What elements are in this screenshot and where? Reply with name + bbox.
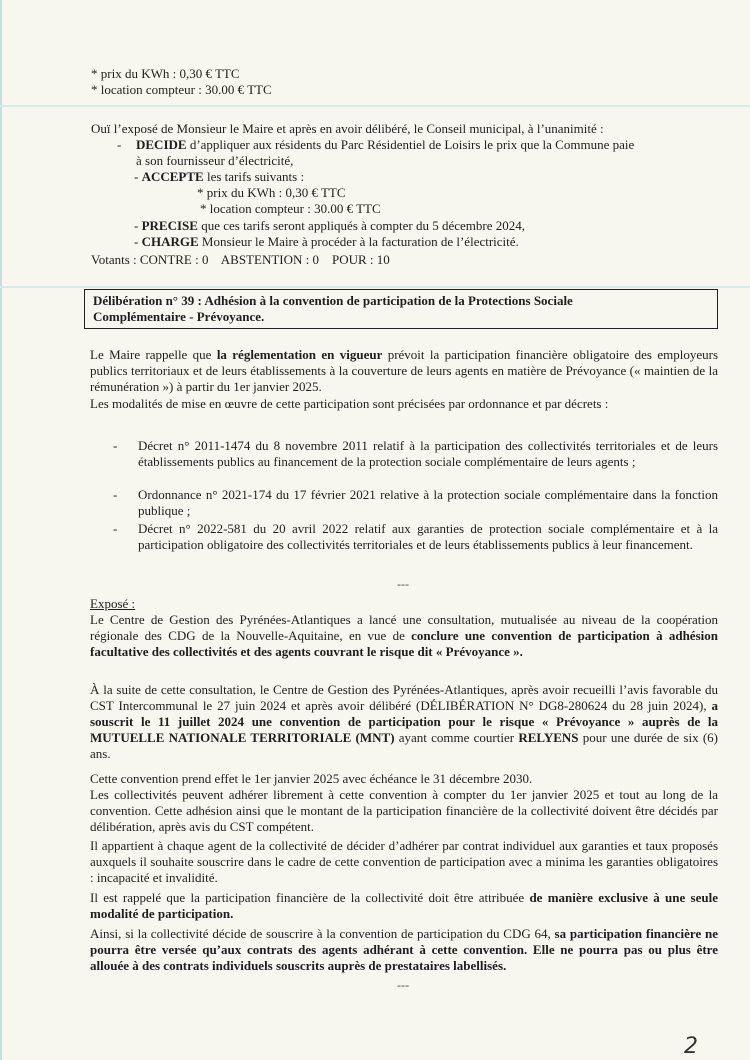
decision-intro: Ouï l’exposé de Monsieur le Maire et après en avoir délibéré, le Conseil municipal, à l’unanimité :	[91, 121, 604, 136]
accepte-keyword: ACCEPTE	[141, 169, 204, 184]
expose-p2-bold: a souscrit le 11 juillet 2024 une convention de participation pour le risque « Prévoyance » auprès de la MUTUELLE NATIONALE TERRITORIALE (MNT)	[90, 698, 718, 745]
accepte-text: les tarifs suivants :	[203, 169, 305, 184]
tarif-kwh: * prix du KWh : 0,30 € TTC	[197, 185, 346, 200]
separator: ---	[397, 978, 409, 992]
decide-line	[136, 137, 634, 153]
expose-p1-bold: conclure une convention de participation à adhésion facultative des collectivités et des agents couvrant le risque dit « Prévoyance ».	[90, 628, 718, 659]
separator: ---	[397, 577, 409, 591]
charge-text: Monsieur le Maire à procéder à la facturation de l’électricité.	[198, 234, 519, 249]
expose-paragraph-7: Ainsi, si la collectivité décide de souscrire à la convention de participation du CDG 64, sa participation financière ne pourra être versée qu’aux contrats des agents adhérant à cette convention. Elle ne pourra pas ou plus être allouée à des contrats individuels souscrits auprès de prestataires labellisés.	[90, 926, 718, 973]
tarif-compteur: * location compteur : 30.00 € TTC	[200, 201, 381, 216]
expose-heading: Exposé :	[90, 596, 136, 611]
list-dash: -	[113, 438, 118, 453]
expose-p6-bold: de manière exclusive à une seule modalité de participation.	[90, 890, 718, 921]
expose-paragraph-2: À la suite de cette consultation, le Centre de Gestion des Pyrénées-Atlantiques, après avoir recueilli l’avis favorable du CST Intercommunal le 27 juin 2024 et après avoir délibéré (DÉLIBÉRATION N° DG8-280624 du 28 juin 2024), a souscrit le 11 juillet 2024 une convention de participation pour le risque « Prévoyance » auprès de la MUTUELLE NATIONALE TERRITORIALE (MNT) ayant comme courtier RELYENS pour une durée de six (6) ans.	[90, 682, 718, 761]
list-dash: -	[113, 487, 118, 502]
expose-paragraph-3: Cette convention prend effet le 1er janvier 2025 avec échéance le 31 décembre 2030.	[90, 771, 533, 786]
deliberation-title-box	[84, 289, 718, 329]
decide-line-2: à son fournisseur d’électricité,	[136, 153, 294, 168]
precise-line: - PRECISE que ces tarifs seront appliqués à compter du 5 décembre 2024,	[134, 218, 526, 233]
intro-paragraph: Le Maire rappelle que la réglementation en vigueur prévoit la participation financière obligatoire des employeurs publics territoriaux et de leurs établissements à la couverture de leurs agents en matière de Prévoyance (« maintien de la rémunération ») à partir du 1er janvier 2025.	[90, 347, 718, 394]
scan-artifact-line	[0, 286, 750, 288]
intro-bold: la réglementation en vigueur	[216, 347, 383, 362]
top-item-kwh: * prix du KWh : 0,30 € TTC	[91, 66, 240, 81]
expose-paragraph-4: Les collectivités peuvent adhérer librement à cette convention à compter du 1er janvier 2025 et tout au long de la convention. Cette adhésion ainsi que le montant de la participation financière de la collectivité doivent être décidés par délibération, après avis du CST compétent.	[90, 787, 718, 834]
expose-paragraph-5: Il appartient à chaque agent de la collectivité de décider d’adhérer par contrat individuel aux garanties et taux proposés auxquels il souhaite souscrire dans le cadre de cette convention de participation avec a minima les garanties obligatoires : incapacité et invalidité.	[90, 838, 718, 885]
list-item-decret-2022: Décret n° 2022-581 du 20 avril 2022 relatif aux garanties de protection sociale complémentaire et à la participation obligatoire des collectivités territoriales et de leurs établissements publics à leur financement.	[138, 521, 718, 552]
expose-paragraph-1: Le Centre de Gestion des Pyrénées-Atlantiques a lancé une consultation, mutualisée au niveau de la coopération régionale des CDG de la Nouvelle-Aquitaine, en vue de conclure une convention de participation à adhésion facultative des collectivités et des agents couvrant le risque dit « Prévoyance ».	[90, 612, 718, 659]
accepte-line: - ACCEPTE les tarifs suivants :	[134, 169, 305, 184]
scan-edge	[0, 0, 2, 1060]
votes-line: Votants : CONTRE : 0 ABSTENTION : 0 POUR : 10	[91, 252, 390, 267]
decide-keyword: DECIDE	[136, 137, 187, 152]
deliberation-title-line2: Complémentaire - Prévoyance.	[93, 309, 265, 324]
charge-keyword: CHARGE	[141, 234, 199, 249]
charge-line: - CHARGE Monsieur le Maire à procéder à la facturation de l’électricité.	[134, 234, 519, 249]
courtier-name: RELYENS	[518, 730, 579, 745]
expose-p7-bold: sa participation financière ne pourra être versée qu’aux contrats des agents adhérant à cette convention. Elle ne pourra pas ou plus être allouée à des contrats individuels souscrits auprès de prestataires labellisés.	[90, 926, 718, 973]
list-item-decret-2011: Décret n° 2011-1474 du 8 novembre 2011 relatif à la participation des collectivités territoriales et de leurs établissements publics au financement de la protection sociale complémentaire de leurs agents ;	[138, 438, 718, 469]
deliberation-title-line1: Délibération n° 39 : Adhésion à la convention de participation de la Protections Sociale	[93, 293, 573, 308]
precise-text: que ces tarifs seront appliqués à compter du 5 décembre 2024,	[197, 218, 526, 233]
list-item-ordonnance-2021: Ordonnance n° 2021-174 du 17 février 2021 relative à la protection sociale complémentaire dans la fonction publique ;	[138, 487, 718, 518]
page-number: 2	[684, 1034, 698, 1059]
dash-bullet: -	[117, 137, 122, 152]
decide-text: d’appliquer aux résidents du Parc Résidentiel de Loisirs le prix que la Commune paie	[186, 137, 635, 152]
list-dash: -	[113, 521, 118, 536]
scan-artifact-line	[0, 105, 750, 107]
precise-keyword: PRECISE	[141, 218, 198, 233]
intro-modalites: Les modalités de mise en œuvre de cette participation sont précisées par ordonnance et par décrets :	[90, 396, 609, 411]
expose-paragraph-6: Il est rappelé que la participation financière de la collectivité doit être attribuée de manière exclusive à une seule modalité de participation.	[90, 890, 718, 921]
top-item-compteur: * location compteur : 30.00 € TTC	[91, 82, 272, 97]
